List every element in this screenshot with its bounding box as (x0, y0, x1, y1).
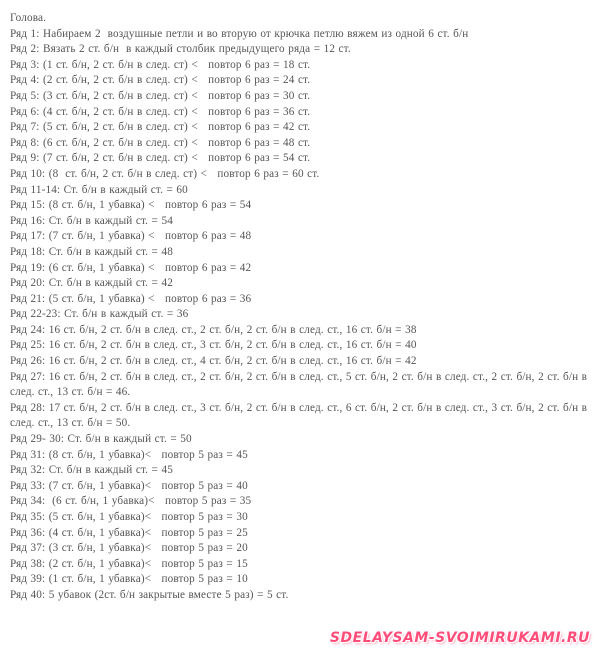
pattern-row-line: Ряд 35: (5 ст. б/н, 1 убавка)< повтор 5 раз = 30 (10, 511, 248, 523)
pattern-row-line: Ряд 5: (3 ст. б/н, 2 ст. б/н в след. ст) < повтор 6 раз = 30 ст. (10, 89, 311, 102)
pattern-row-line: Ряд 21: (5 ст. б/н, 1 убавка) < повтор 6 раз = 36 (10, 292, 252, 305)
pattern-row-line: Ряд 24: 16 ст. б/н, 2 ст. б/н в след. ст., 2 ст. б/н, 2 ст. б/н в след. ст., 16 ст. б/н = 38 (10, 323, 417, 336)
pattern-row-line: Ряд 32: Ст. б/н в каждый ст. = 45 (10, 464, 173, 477)
pattern-row-line: Ряд 34: (6 ст. б/н, 1 убавка)< повтор 5 раз = 35 (10, 495, 252, 508)
pattern-row-line: Ряд 8: (6 ст. б/н, 2 ст. б/н в след. ст) < повтор 6 раз = 48 ст. (10, 136, 311, 149)
pattern-row-line: Ряд 17: (7 ст. б/н, 1 убавка) < повтор 6 раз = 48 (10, 230, 252, 243)
pattern-row-line: Ряд 4: (2 ст. б/н, 2 ст. б/н в след. ст) < повтор 6 раз = 24 ст. (10, 74, 311, 87)
pattern-row-line: Ряд 33: (7 ст. б/н, 1 убавка)< повтор 5 раз = 40 (10, 479, 248, 492)
pattern-row-line: Ряд 40: 5 убавок (2ст. б/н закрытые вместе 5 раз) = 5 ст. (10, 588, 289, 601)
pattern-row-line: Ряд 2: Вязать 2 ст. б/н в каждый столбик предыдущего ряда = 12 ст. (10, 43, 351, 56)
pattern-row-line: Ряд 37: (3 ст. б/н, 1 убавка)< повтор 5 раз = 20 (10, 542, 248, 555)
pattern-row-line: Ряд 16: Ст. б/н в каждый ст. = 54 (10, 214, 173, 227)
pattern-row-line: Ряд 15: (8 ст. б/н, 1 убавка) < повтор 6 раз = 54 (10, 199, 252, 212)
pattern-row-line: Ряд 36: (4 ст. б/н, 1 убавка)< повтор 5 раз = 25 (10, 526, 248, 539)
pattern-row-line: Ряд 39: (1 ст. б/н, 1 убавка)< повтор 5 раз = 10 (10, 573, 248, 586)
document-heading: Голова. (10, 12, 47, 24)
pattern-row-line: Ряд 11-14: Ст. б/н в каждый ст. = 60 (10, 183, 188, 196)
pattern-row-line: Ряд 6: (4 ст. б/н, 2 ст. б/н в след. ст) < повтор 6 раз = 36 ст. (10, 105, 311, 118)
pattern-row-line: Ряд 19: (6 ст. б/н, 1 убавка) < повтор 6 раз = 42 (10, 261, 252, 274)
pattern-row-line: Ряд 31: (8 ст. б/н, 1 убавка)< повтор 5 раз = 45 (10, 448, 248, 461)
pattern-row-line: Ряд 1: Набираем 2 воздушные петли и во вторую от крючка петлю вяжем из одной 6 ст. б/н (10, 27, 469, 40)
pattern-row-line: Ряд 20: Ст. б/н в каждый ст. = 42 (10, 277, 173, 290)
pattern-row-line: Ряд 28: 17 ст. б/н, 2 ст. б/н в след. ст., 3 ст. б/н, 2 ст. б/н в след. ст., 6 ст. б/н, 2 ст. б/н в след. ст., 3 ст. б/н, 2 ст. б/н в след. ст., 13 ст. б/н = 50. (10, 401, 591, 430)
site-watermark: SDELAYSAM-SVOIMIRUKAMI.RU (329, 630, 590, 646)
pattern-document (10, 11, 590, 604)
pattern-row-line: Ряд 22-23: Ст. б/н в каждый ст. = 36 (10, 308, 189, 321)
pattern-row-line: Ряд 29- 30: Ст. б/н в каждый ст. = 50 (10, 433, 192, 446)
pattern-row-line: Ряд 18: Ст. б/н в каждый ст. = 48 (10, 245, 173, 258)
pattern-row-line: Ряд 10: (8 ст. б/н, 2 ст. б/н в след. ст) < повтор 6 раз = 60 ст. (10, 167, 320, 180)
pattern-row-line: Ряд 38: (2 ст. б/н, 1 убавка)< повтор 5 раз = 15 (10, 557, 248, 570)
pattern-row-line: Ряд 3: (1 ст. б/н, 2 ст. б/н в след. ст) < повтор 6 раз = 18 ст. (10, 58, 311, 71)
pattern-row-line: Ряд 27: 16 ст. б/н, 2 ст. б/н в след. ст., 2 ст. б/н, 2 ст. б/н в след. ст., 5 ст. б/н, 2 ст. б/н в след. ст., 2 ст. б/н, 2 ст. б/н в след. ст., 13 ст. б/н = 46. (10, 370, 591, 399)
pattern-row-line: Ряд 25: 16 ст. б/н, 2 ст. б/н в след. ст., 3 ст. б/н, 2 ст. б/н в след. ст., 16 ст. б/н = 40 (10, 339, 417, 352)
pattern-row-line: Ряд 26: 16 ст. б/н, 2 ст. б/н в след. ст., 4 ст. б/н, 2 ст. б/н в след. ст., 16 ст. б/н = 42 (10, 355, 417, 368)
pattern-row-line: Ряд 7: (5 ст. б/н, 2 ст. б/н в след. ст) < повтор 6 раз = 42 ст. (10, 121, 311, 134)
pattern-row-line: Ряд 9: (7 ст. б/н, 2 ст. б/н в след. ст) < повтор 6 раз = 54 ст. (10, 152, 311, 165)
